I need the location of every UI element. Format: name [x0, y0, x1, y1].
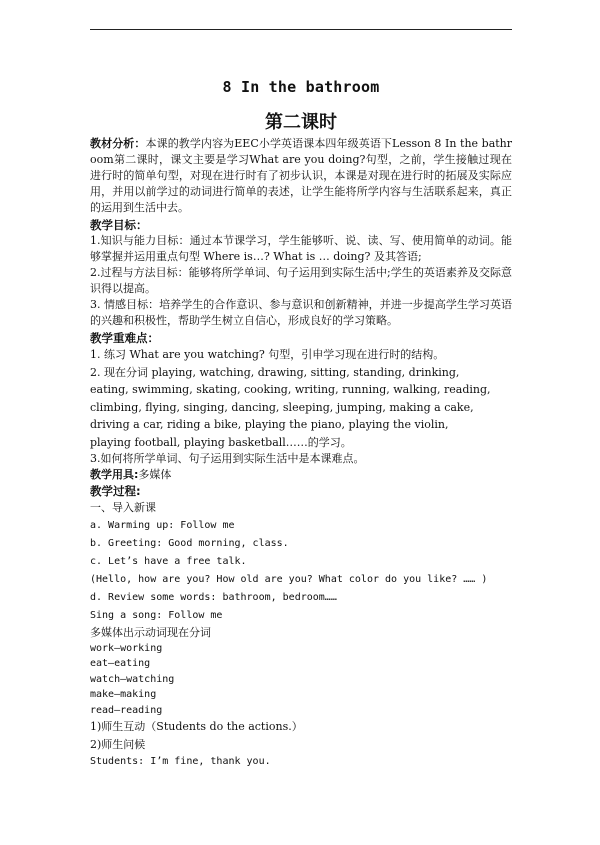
- lesson-body: [90, 136, 512, 771]
- step-item: c. Let’s have a free talk.: [90, 555, 247, 567]
- key-point-2-line: playing football, playing basketball……的学习。: [90, 435, 352, 449]
- warmup-steps: [90, 517, 512, 625]
- interaction-1: 1)师生互动（Students do the actions.）: [90, 720, 303, 733]
- analysis-label: 教材分析：: [90, 137, 146, 150]
- key-point-2-line: climbing, flying, singing, dancing, sleeping, jumping, making a cake,: [90, 400, 474, 414]
- verb-item: eat—eating: [90, 658, 151, 669]
- interaction-2: 2)师生问候: [90, 737, 146, 751]
- step-item: (Hello, how are you? How old are you? What color do you like? …… ): [90, 573, 488, 585]
- verb-list: [90, 641, 512, 719]
- tools-line: [90, 467, 512, 483]
- key-point-2-line: driving a car, riding a bike, playing the piano, playing the violin,: [90, 418, 449, 431]
- step-item: b. Greeting: Good morning, class.: [90, 537, 289, 549]
- tools-value: 多媒体: [138, 468, 172, 481]
- key-point-2: [90, 364, 512, 452]
- multimedia-line: 多媒体出示动词现在分词: [90, 625, 211, 639]
- lesson-title: 8 In the bathroom: [222, 78, 380, 96]
- analysis-paragraph: [90, 136, 512, 216]
- document-page: [90, 0, 512, 845]
- verb-item: work—working: [90, 642, 163, 654]
- objectives-heading: 教学目标：: [90, 218, 148, 232]
- lesson-subtitle: 第二课时: [265, 112, 337, 133]
- students-line: Students: I’m fine, thank you.: [90, 756, 271, 767]
- header-rule: [90, 29, 512, 30]
- objective-2: 2.过程与方法目标：能够将所学单词、句子运用到实际生活中;学生的英语素养及交际意识得以提高。: [90, 266, 512, 295]
- key-point-2-line: 2. 现在分词 playing, watching, drawing, sitting, standing, drinking,: [90, 365, 460, 379]
- step-item: d. Review some words: bathroom, bedroom……: [90, 591, 337, 603]
- objective-3: 3. 情感目标：培养学生的合作意识、参与意识和创新精神，并进一步提高学生学习英语的兴趣和积极性，帮助学生树立自信心，形成良好的学习策略。: [90, 298, 512, 327]
- key-point-3: 3.如何将所学单词、句子运用到实际生活中是本课难点。: [90, 452, 365, 465]
- section-1-heading: 一、导入新课: [90, 501, 156, 514]
- key-points-heading: 教学重难点：: [90, 331, 159, 345]
- process-heading: 教学过程:: [90, 484, 141, 498]
- step-item: Sing a song: Follow me: [90, 609, 223, 621]
- verb-item: watch—watching: [90, 673, 175, 685]
- key-point-1: 1. 练习 What are you watching? 句型，引申学习现在进行时的结构。: [90, 348, 445, 361]
- analysis-text: 本课的教学内容为EEC小学英语课本四年级英语下Lesson 8 In the bathroom第二课时，课文主要是学习What are you doing?句型，之前，学生接触过现在进行时的简单句型，对现在进行时有了初步认识，本课是对现在进行时的拓展及实际应用，并用以前学过的动词进行简单的表述，让学生能将所学内容与生活联系起来，真正的运用到生活中去。: [90, 137, 513, 214]
- verb-item: read—reading: [90, 704, 163, 716]
- step-item: a. Warming up: Follow me: [90, 519, 235, 531]
- verb-item: make—making: [90, 689, 157, 700]
- objective-1: 1.知识与能力目标：通过本节课学习，学生能够听、说、读、写、使用简单的动词。能够掌握并运用重点句型 Where is…? What is … doing? 及其答语;: [90, 234, 512, 263]
- key-point-2-line: eating, swimming, skating, cooking, writing, running, walking, reading,: [90, 383, 491, 396]
- tools-label: 教学用具:: [90, 468, 139, 481]
